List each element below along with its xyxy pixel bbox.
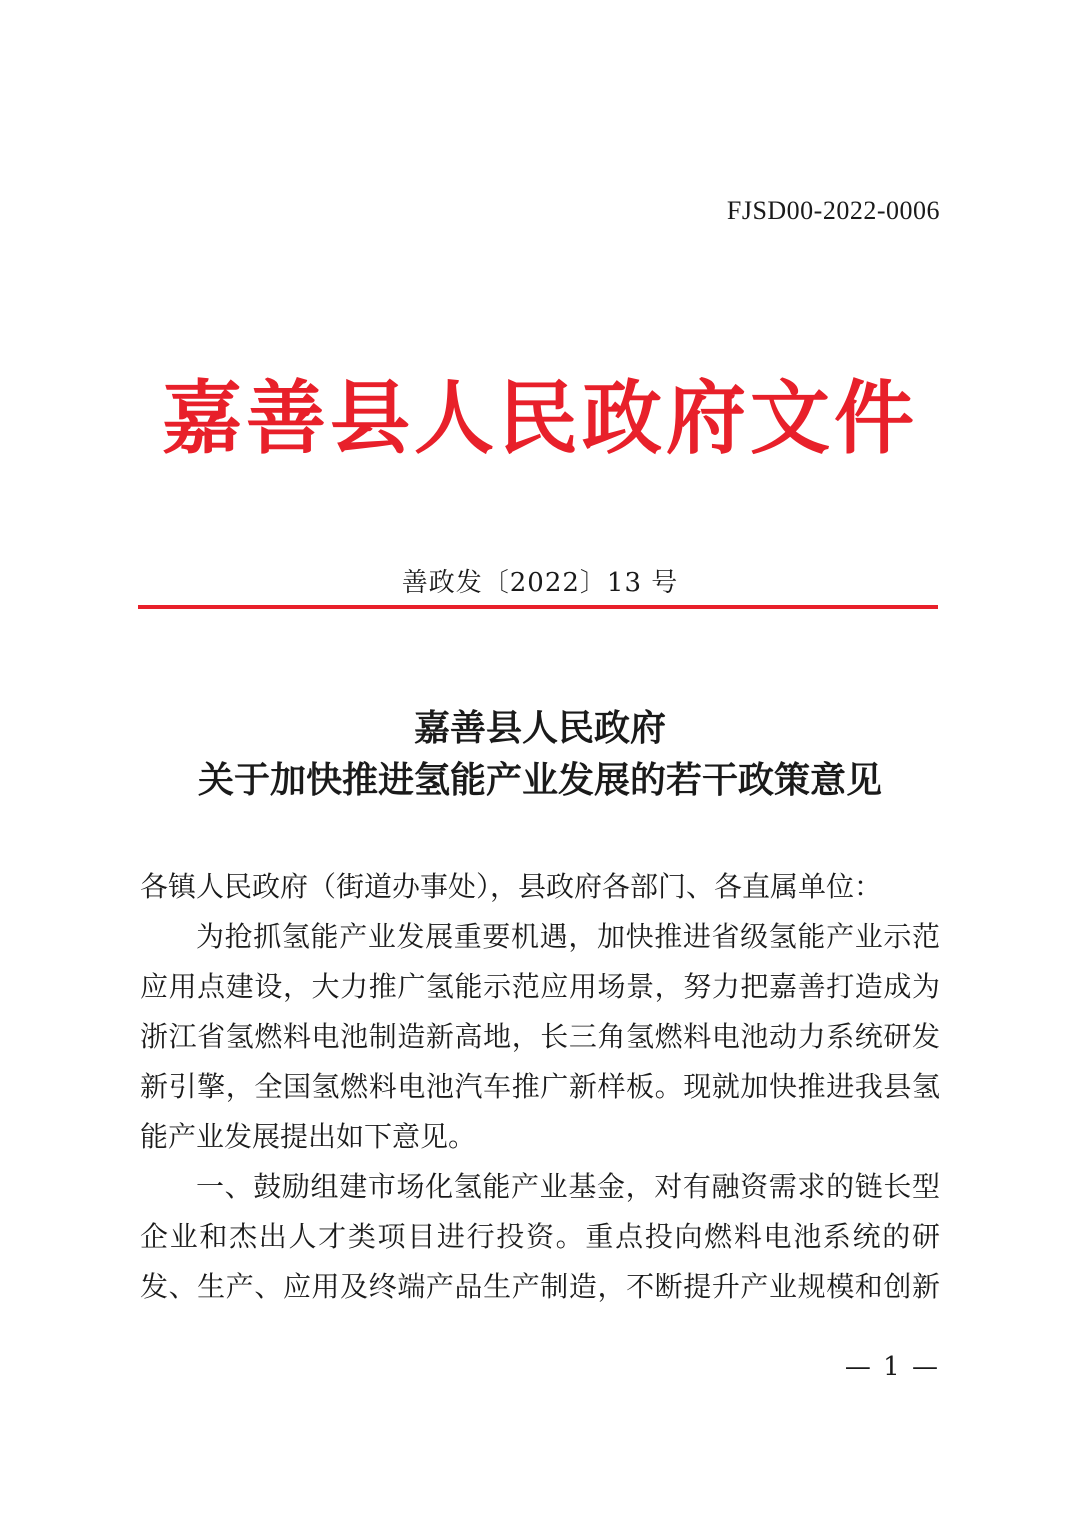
body-line: 浙江省氢燃料电池制造新高地，长三角氢燃料电池动力系统研发 — [140, 1020, 940, 1053]
title-line-2: 关于加快推进氢能产业发展的若干政策意见 — [197, 759, 882, 801]
document-code: FJSD00-2022-0006 — [726, 196, 940, 225]
title-line-1: 嘉善县人民政府 — [413, 707, 666, 749]
page-number: — 1 — — [844, 1352, 940, 1382]
body-text — [140, 912, 940, 1312]
body-line: 新引擎，全国氢燃料电池汽车推广新样板。现就加快推进我县氢 — [140, 1070, 940, 1103]
issuing-authority-header: 嘉善县人民政府文件 — [162, 371, 918, 465]
body-line: 能产业发展提出如下意见。 — [140, 1120, 477, 1153]
body-line: 发、生产、应用及终端产品生产制造，不断提升产业规模和创新 — [140, 1270, 940, 1303]
body-line: 一、鼓励组建市场化氢能产业基金，对有融资需求的链长型 — [196, 1170, 940, 1203]
body-line: 为抢抓氢能产业发展重要机遇，加快推进省级氢能产业示范 — [196, 920, 940, 953]
document-number: 善政发〔2022〕13 号 — [401, 568, 679, 598]
body-line: 企业和杰出人才类项目进行投资。重点投向燃料电池系统的研 — [140, 1220, 940, 1253]
body-line: 应用点建设，大力推广氢能示范应用场景，努力把嘉善打造成为 — [140, 970, 940, 1003]
document-title — [0, 702, 1080, 806]
red-divider-line — [138, 605, 938, 609]
addressee-line: 各镇人民政府（街道办事处），县政府各部门、各直属单位： — [140, 870, 883, 903]
